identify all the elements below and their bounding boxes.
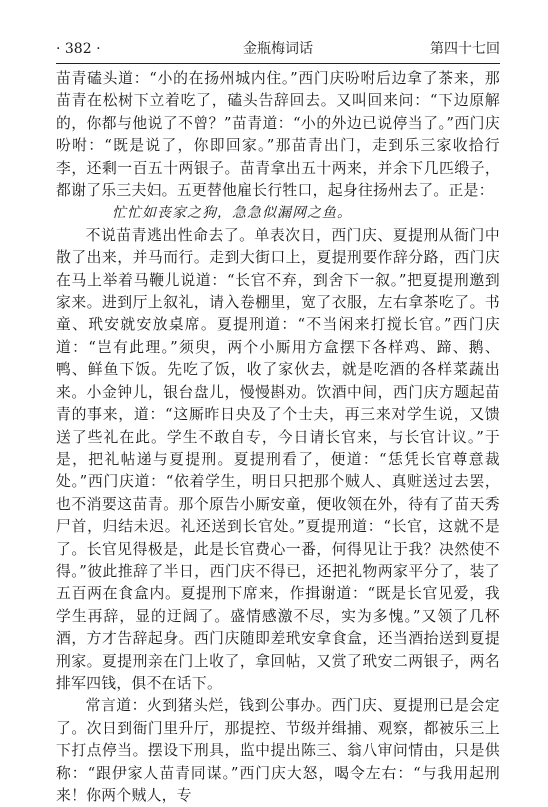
running-header xyxy=(56,38,500,60)
chapter-title: 第四十七回 xyxy=(430,41,500,57)
verse-line: 忙忙如丧家之狗，急急似漏网之鱼。 xyxy=(112,205,352,222)
paragraph: 不说苗青逃出性命去了。单表次日，西门庆、夏提刑从衙门中散了出来，并马而行。走到大街口上，夏提刑要作辞分路，西门庆在马上举着马鞭儿说道：“长官不弃，到舍下一叙。”把夏提刑邀到家来。进到厅上叙礼，请入卷棚里，宽了衣服，左右拿茶吃了。书童、玳安就安放桌席。夏提刑道：“不当闲来打搅长官。”西门庆道：“岂有此理。”须臾，两个小厮用方盒摆下各样鸡、蹄、鹅、鸭、鲜鱼下饭。先吃了饭，收了家伙去，就是吃酒的各样菜蔬出来。小金钟儿，银台盘儿，慢慢斟劝。饮酒中间，西门庆方题起苗青的事来，道：“这厮昨日央及了个士夫，再三来对学生说，又馈送了些礼在此。学生不敢自专，今日请长官来，与长官计议。”于是，把礼帖递与夏提刑。夏提刑看了，便道：“恁凭长官尊意裁处。”西门庆道：“依着学生，明日只把那个贼人、真赃送过去罢，也不消要这苗青。那个原告小厮安童，便收领在外，待有了苗天秀尸首，归结未迟。礼还送到长官处。”夏提刑道：“长官，这就不是了。长官见得极是，此是长官费心一番，何得见让于我？决然使不得。”彼此推辞了半日，西门庆不得已，还把礼物两家平分了，装了五百两在食盒内。夏提刑下席来，作揖谢道：“既是长官见爱，我学生再辞，显的迂阔了。盛情感激不尽，实为多愧。”又领了几杯酒，方才告辞起身。西门庆随即差玳安拿食盒，还当酒抬送到夏提刑家。夏提刑亲在门上收了，拿回帖，又赏了玳安二两银子，两名排军四钱，俱不在话下。 xyxy=(56,226,500,692)
book-title: 金瓶梅词话 xyxy=(243,41,313,57)
paragraph: 常言道：火到猪头烂，钱到公事办。西门庆、夏提刑已是会定了。次日到衙门里升厅，那提控、节级并缉捕、观察，都被乐三上下打点停当。摆设下刑具，监中提出陈三、翁八审问情由，只是供称：“跟伊家人苗青同谋。”西门庆大怒，喝令左右：“与我用起刑来！你两个贼人，专 xyxy=(56,697,500,804)
page-number: · 382 · xyxy=(56,41,101,57)
body-text xyxy=(56,68,500,807)
header-rule xyxy=(56,63,500,64)
paragraph: 苗青磕头道：“小的在扬州城内住。”西门庆吩咐后边拿了茶来，那苗青在松树下立着吃了，磕头告辞回去。又叫回来问：“下边原解的，你都与他说了不曾？”苗青道：“小的外边已说停当了。”西门庆吩咐：“既是说了，你即回家。”那苗青出门，走到乐三家收拾行李，还剩一百五十两银子。苗青拿出五十两来，并余下几匹缎子，都谢了乐三夫妇。五更替他雇长行牲口，起身往扬州去了。正是： xyxy=(56,70,500,200)
